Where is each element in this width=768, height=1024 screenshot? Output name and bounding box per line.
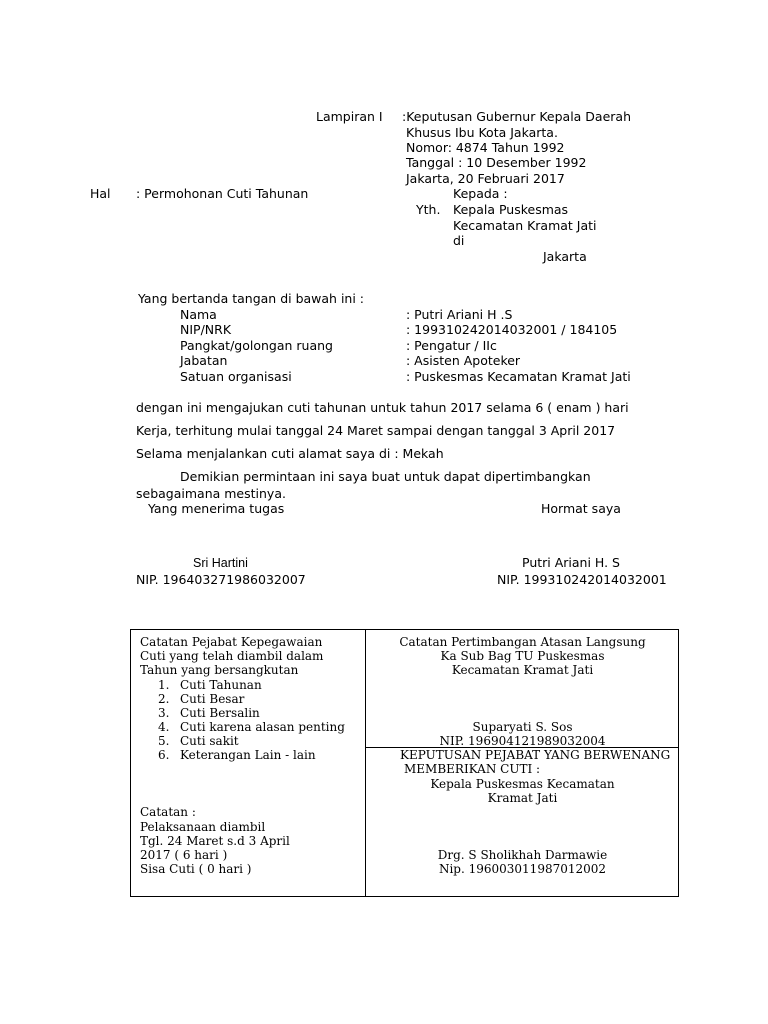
field-label-satuan: Satuan organisasi bbox=[180, 369, 292, 384]
notes-line: Tgl. 24 Maret s.d 3 April bbox=[140, 834, 290, 848]
list-item: 1. Cuti Tahunan bbox=[158, 678, 262, 692]
lampiran-line: Tanggal : 10 Desember 1992 bbox=[406, 155, 587, 170]
decision-line: Kramat Jati bbox=[487, 791, 558, 805]
lampiran-line: Nomor: 4874 Tahun 1992 bbox=[406, 140, 565, 155]
paragraph-period: Kerja, terhitung mulai tanggal 24 Maret sampai dengan tanggal 3 April 2017 bbox=[136, 423, 616, 438]
paragraph-address: Selama menjalankan cuti alamat saya di : Mekah bbox=[136, 446, 444, 461]
list-item: 5. Cuti sakit bbox=[158, 734, 239, 748]
field-value-satuan: : Puskesmas Kecamatan Kramat Jati bbox=[406, 369, 631, 384]
field-value-nip: : 199310242014032001 / 184105 bbox=[406, 322, 618, 337]
signature-right-title: Hormat saya bbox=[541, 501, 621, 516]
left-title-line: Catatan Pejabat Kepegawaian bbox=[140, 635, 323, 649]
field-label-nip: NIP/NRK bbox=[180, 322, 232, 337]
right-top-line: Ka Sub Bag TU Puskesmas bbox=[440, 649, 605, 663]
field-value-pangkat: : Pengatur / IIc bbox=[406, 338, 497, 353]
signature-right-name: Putri Ariani H. S bbox=[522, 555, 620, 570]
left-title-line: Tahun yang bersangkutan bbox=[140, 663, 299, 677]
recipient-line: Kepala Puskesmas bbox=[453, 202, 569, 217]
official-nip: Nip. 196003011987012002 bbox=[438, 862, 607, 876]
list-item: 2. Cuti Besar bbox=[158, 692, 245, 706]
left-title-line: Cuti yang telah diambil dalam bbox=[140, 649, 324, 663]
recipient-yth: Yth. bbox=[416, 202, 441, 217]
list-item: 3. Cuti Bersalin bbox=[158, 706, 260, 720]
lampiran-line: Khusus Ibu Kota Jakarta. bbox=[406, 125, 558, 140]
lampiran-label: Lampiran I bbox=[316, 109, 383, 124]
recipient-line: Kecamatan Kramat Jati bbox=[453, 218, 597, 233]
paragraph-request: dengan ini mengajukan cuti tahunan untuk tahun 2017 selama 6 ( enam ) hari bbox=[136, 400, 629, 415]
notes-line: Catatan : bbox=[140, 805, 196, 819]
signature-right-nip: NIP. 199310242014032001 bbox=[497, 572, 667, 587]
notes-line: Pelaksanaan diambil bbox=[140, 820, 266, 834]
decision-line: Kepala Puskesmas Kecamatan bbox=[430, 777, 615, 791]
leave-type-list bbox=[158, 678, 345, 762]
recipient-kepada: Kepada : bbox=[453, 186, 508, 201]
right-top-heading: Catatan Pertimbangan Atasan Langsung bbox=[399, 635, 646, 649]
right-top-line: Kecamatan Kramat Jati bbox=[451, 663, 594, 677]
official-name: Drg. S Sholikhah Darmawie bbox=[437, 848, 608, 862]
list-item: 6. Keterangan Lain - lain bbox=[158, 748, 316, 762]
closing-line: Demikian permintaan ini saya buat untuk dapat dipertimbangkan bbox=[180, 469, 591, 484]
hal-label: Hal bbox=[90, 186, 111, 201]
field-label-jabatan: Jabatan bbox=[180, 353, 228, 368]
supervisor-nip: NIP. 196904121989032004 bbox=[439, 734, 606, 748]
closing-line: sebagaimana mestinya. bbox=[136, 486, 286, 501]
hal-value: : Permohonan Cuti Tahunan bbox=[136, 186, 309, 201]
signature-left-nip: NIP. 196403271986032007 bbox=[136, 572, 306, 587]
signature-left-name: Sri Hartini bbox=[193, 556, 248, 570]
supervisor-name: Suparyati S. Sos bbox=[472, 720, 573, 734]
letter-date: Jakarta, 20 Februari 2017 bbox=[406, 171, 565, 186]
field-value-nama: : Putri Ariani H .S bbox=[406, 307, 513, 322]
lampiran-line: :Keputusan Gubernur Kepala Daerah bbox=[402, 109, 631, 124]
field-label-pangkat: Pangkat/golongan ruang bbox=[180, 338, 333, 353]
list-item: 4. Cuti karena alasan penting bbox=[158, 720, 345, 734]
signature-left-title: Yang menerima tugas bbox=[148, 501, 285, 516]
notes-line: Sisa Cuti ( 0 hari ) bbox=[140, 862, 252, 876]
intro-text: Yang bertanda tangan di bawah ini : bbox=[138, 291, 365, 306]
recipient-city: Jakarta bbox=[543, 249, 587, 264]
decision-heading: KEPUTUSAN PEJABAT YANG BERWENANG bbox=[400, 748, 671, 762]
field-label-nama: Nama bbox=[180, 307, 217, 322]
decision-heading: MEMBERIKAN CUTI : bbox=[404, 762, 541, 776]
recipient-di: di bbox=[453, 233, 465, 248]
field-value-jabatan: : Asisten Apoteker bbox=[406, 353, 521, 368]
notes-line: 2017 ( 6 hari ) bbox=[140, 848, 228, 862]
